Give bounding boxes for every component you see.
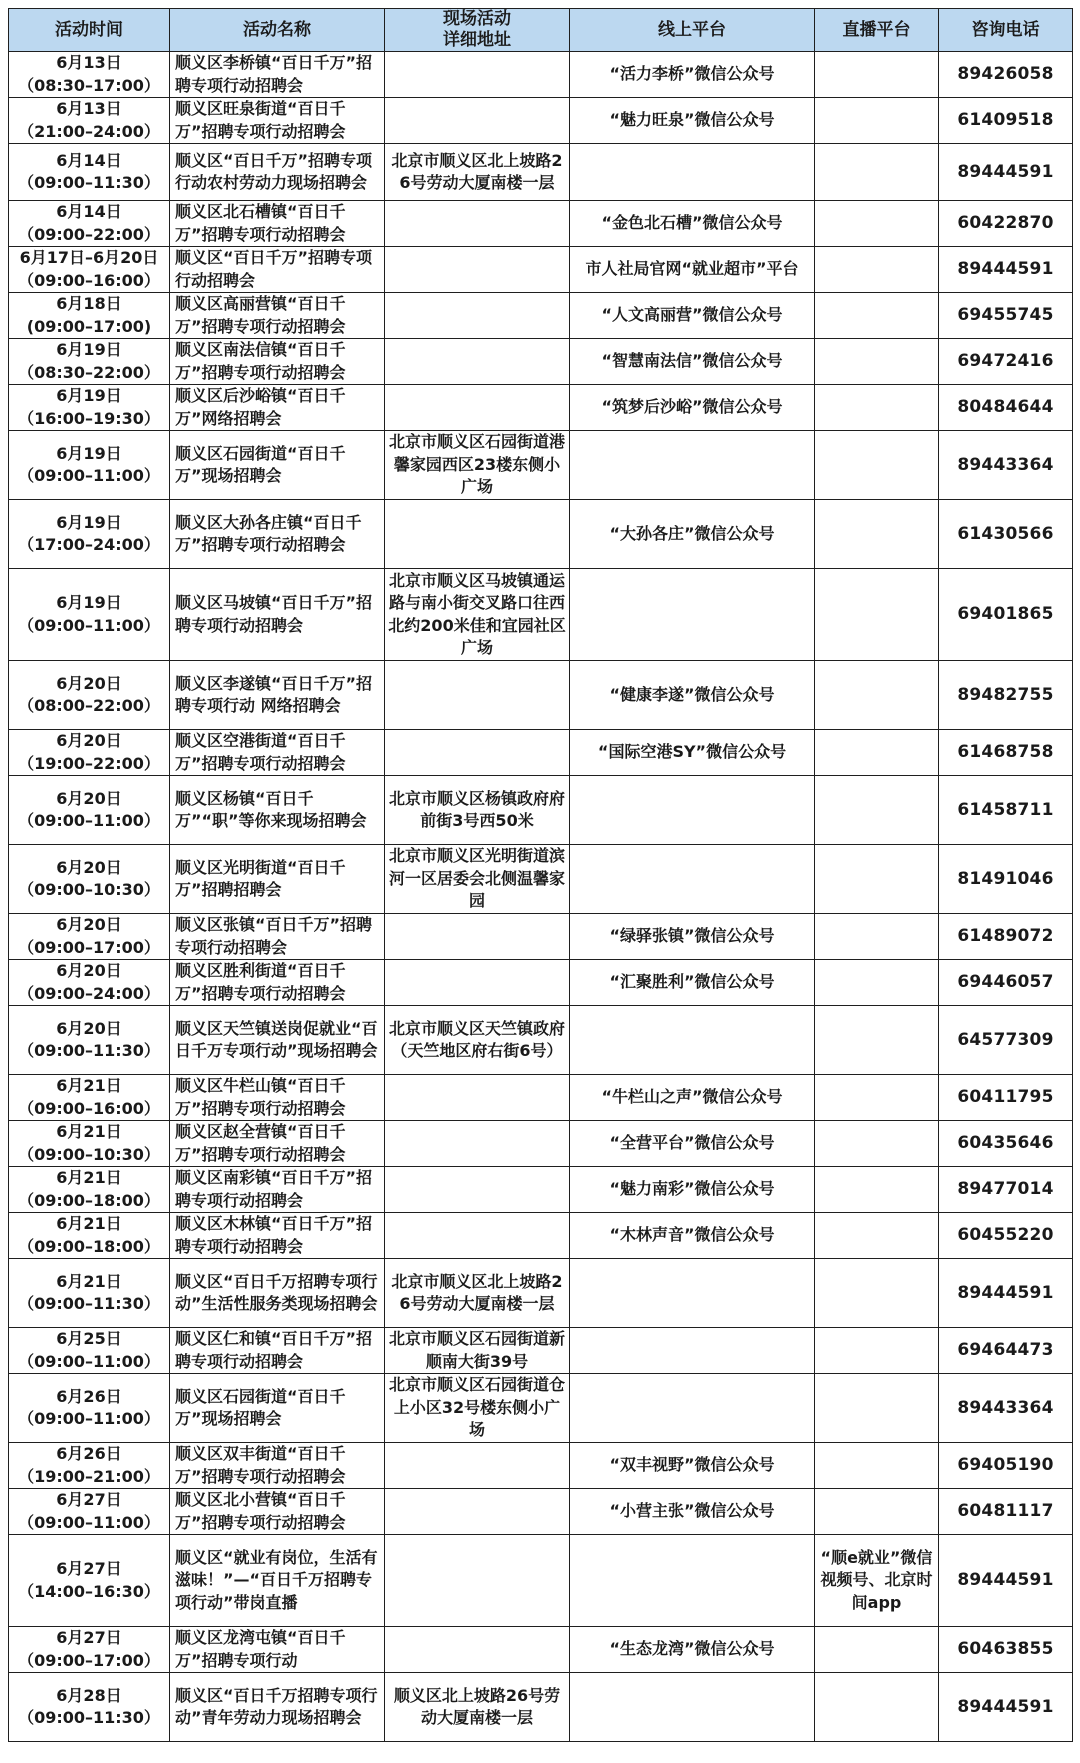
cell-event-name: 顺义区大孙各庄镇“百日千万”招聘专项行动招聘会	[170, 500, 385, 569]
cell-address	[385, 1443, 570, 1489]
event-date: 6月13日	[56, 99, 122, 118]
cell-event-name: 顺义区“百日千万”招聘专项行动农村劳动力现场招聘会	[170, 144, 385, 201]
cell-time	[9, 1489, 170, 1535]
cell-live-platform	[815, 1489, 939, 1535]
cell-phone: 80484644	[939, 385, 1073, 431]
cell-address	[385, 1489, 570, 1535]
cell-time	[9, 431, 170, 500]
table-row	[9, 431, 1073, 500]
event-date: 6月20日	[56, 731, 122, 750]
header-online-platform: 线上平台	[570, 9, 815, 52]
cell-time	[9, 98, 170, 144]
cell-online-platform	[570, 431, 815, 500]
table-row	[9, 98, 1073, 144]
event-hours: （09:00–11:00）	[18, 1351, 160, 1371]
event-date: 6月19日	[56, 512, 122, 532]
cell-time	[9, 1443, 170, 1489]
cell-online-platform: “健康李遂”微信公众号	[570, 661, 815, 730]
event-date: 6月20日	[56, 857, 122, 877]
cell-address: 北京市顺义区光明街道滨河一区居委会北侧温馨家园	[385, 845, 570, 914]
cell-time	[9, 339, 170, 385]
table-row	[9, 1627, 1073, 1673]
event-hours: （08:00–22:00）	[18, 696, 160, 715]
event-hours: （19:00–22:00）	[18, 753, 160, 773]
cell-phone: 69401865	[939, 569, 1073, 661]
cell-online-platform	[570, 776, 815, 845]
cell-live-platform	[815, 960, 939, 1006]
cell-time	[9, 914, 170, 960]
event-hours: （19:00–21:00）	[18, 1466, 160, 1486]
cell-phone: 61430566	[939, 500, 1073, 569]
cell-time	[9, 385, 170, 431]
cell-online-platform	[570, 1673, 815, 1742]
cell-event-name: 顺义区仁和镇“百日千万”招聘专项行动招聘会	[170, 1328, 385, 1374]
event-date: 6月26日	[56, 1444, 122, 1463]
event-date: 6月20日	[56, 961, 122, 980]
header-live-platform: 直播平台	[815, 9, 939, 52]
event-date: 6月14日	[56, 202, 122, 221]
event-date: 6月26日	[56, 1386, 122, 1406]
event-hours: （09:00–10:30）	[18, 1144, 160, 1164]
cell-online-platform: “牛栏山之声”微信公众号	[570, 1075, 815, 1121]
cell-live-platform	[815, 1259, 939, 1328]
cell-phone: 61489072	[939, 914, 1073, 960]
event-hours: （09:00–17:00）	[18, 937, 160, 957]
event-date: 6月27日	[56, 1628, 122, 1647]
cell-phone: 89426058	[939, 52, 1073, 98]
cell-address	[385, 730, 570, 776]
cell-phone: 60481117	[939, 1489, 1073, 1535]
event-hours: （09:00–11:00）	[18, 811, 160, 830]
cell-event-name: 顺义区石园街道“百日千万”现场招聘会	[170, 431, 385, 500]
event-hours: （08:30–17:00）	[18, 75, 160, 95]
cell-address	[385, 1167, 570, 1213]
event-date: 6月17日–6月20日	[19, 248, 159, 267]
cell-phone: 60455220	[939, 1213, 1073, 1259]
cell-address: 北京市顺义区马坡镇通运路与南小街交叉路口往西北约200米佳和宜园社区广场	[385, 569, 570, 661]
cell-address	[385, 52, 570, 98]
table-row	[9, 1374, 1073, 1443]
cell-online-platform	[570, 1328, 815, 1374]
cell-online-platform	[570, 1006, 815, 1075]
cell-event-name: 顺义区赵全营镇“百日千万”招聘专项行动招聘会	[170, 1121, 385, 1167]
cell-phone: 89444591	[939, 1673, 1073, 1742]
event-date: 6月18日	[56, 294, 122, 313]
cell-address: 北京市顺义区北上坡路26号劳动大厦南楼一层	[385, 1259, 570, 1328]
event-hours: （09:00–18:00）	[18, 1236, 160, 1256]
cell-event-name: 顺义区南法信镇“百日千万”招聘专项行动招聘会	[170, 339, 385, 385]
cell-live-platform	[815, 1075, 939, 1121]
event-hours: (09:00–17:00)	[26, 316, 152, 336]
cell-time	[9, 52, 170, 98]
table-row	[9, 385, 1073, 431]
event-date: 6月14日	[56, 150, 122, 170]
event-hours: （09:00–11:00）	[18, 615, 160, 635]
cell-time	[9, 1006, 170, 1075]
cell-online-platform: “国际空港SY”微信公众号	[570, 730, 815, 776]
cell-phone: 89482755	[939, 661, 1073, 730]
schedule-table-wrapper	[8, 8, 1072, 1742]
cell-event-name: 顺义区龙湾屯镇“百日千万”招聘专项行动	[170, 1627, 385, 1673]
cell-time	[9, 293, 170, 339]
event-date: 6月25日	[56, 1329, 122, 1348]
cell-online-platform: “筑梦后沙峪”微信公众号	[570, 385, 815, 431]
cell-time	[9, 201, 170, 247]
cell-address	[385, 1535, 570, 1627]
cell-phone: 69446057	[939, 960, 1073, 1006]
event-date: 6月19日	[56, 443, 122, 463]
cell-address	[385, 914, 570, 960]
cell-time	[9, 1673, 170, 1742]
table-row	[9, 914, 1073, 960]
event-date: 6月27日	[56, 1559, 122, 1578]
cell-address	[385, 1213, 570, 1259]
cell-event-name: 顺义区“百日千万招聘专项行动”生活性服务类现场招聘会	[170, 1259, 385, 1328]
cell-phone: 60435646	[939, 1121, 1073, 1167]
cell-live-platform	[815, 661, 939, 730]
cell-address	[385, 385, 570, 431]
cell-online-platform: “绿驿张镇”微信公众号	[570, 914, 815, 960]
event-hours: （09:00–11:00）	[18, 466, 160, 485]
cell-phone: 89444591	[939, 144, 1073, 201]
cell-live-platform	[815, 1374, 939, 1443]
event-hours: （08:30–22:00）	[18, 362, 160, 382]
cell-live-platform	[815, 201, 939, 247]
cell-time	[9, 776, 170, 845]
cell-event-name: 顺义区“百日千万”招聘专项行动招聘会	[170, 247, 385, 293]
cell-phone: 69405190	[939, 1443, 1073, 1489]
event-date: 6月13日	[56, 53, 122, 72]
table-row	[9, 1328, 1073, 1374]
cell-online-platform: “大孙各庄”微信公众号	[570, 500, 815, 569]
cell-live-platform	[815, 144, 939, 201]
cell-live-platform	[815, 339, 939, 385]
cell-event-name: 顺义区石园街道“百日千万”现场招聘会	[170, 1374, 385, 1443]
table-row	[9, 1259, 1073, 1328]
cell-phone: 61458711	[939, 776, 1073, 845]
cell-online-platform	[570, 1259, 815, 1328]
cell-event-name: 顺义区“百日千万招聘专项行动”青年劳动力现场招聘会	[170, 1673, 385, 1742]
cell-phone: 69472416	[939, 339, 1073, 385]
cell-time	[9, 569, 170, 661]
cell-live-platform	[815, 1627, 939, 1673]
cell-event-name: 顺义区空港街道“百日千万”招聘专项行动招聘会	[170, 730, 385, 776]
cell-phone: 89443364	[939, 1374, 1073, 1443]
table-header	[9, 9, 1073, 52]
cell-live-platform	[815, 431, 939, 500]
cell-event-name: 顺义区马坡镇“百日千万”招聘专项行动招聘会	[170, 569, 385, 661]
cell-live-platform	[815, 1443, 939, 1489]
event-date: 6月21日	[56, 1214, 122, 1233]
cell-time	[9, 1328, 170, 1374]
cell-online-platform: “双丰视野”微信公众号	[570, 1443, 815, 1489]
cell-time	[9, 1213, 170, 1259]
cell-event-name: 顺义区“就业有岗位，生活有滋味！”—“百日千万招聘专项行动”带岗直播	[170, 1535, 385, 1627]
table-row	[9, 776, 1073, 845]
cell-phone: 69455745	[939, 293, 1073, 339]
cell-time	[9, 730, 170, 776]
cell-time	[9, 1259, 170, 1328]
cell-event-name: 顺义区胜利街道“百日千万”招聘专项行动招聘会	[170, 960, 385, 1006]
table-row	[9, 845, 1073, 914]
cell-live-platform	[815, 1167, 939, 1213]
table-row	[9, 1673, 1073, 1742]
cell-address: 北京市顺义区杨镇政府府前街3号西50米	[385, 776, 570, 845]
event-hours: （09:00–11:00）	[18, 1409, 160, 1428]
cell-address	[385, 500, 570, 569]
event-date: 6月19日	[56, 386, 122, 405]
table-row	[9, 144, 1073, 201]
table-row	[9, 500, 1073, 569]
cell-phone: 64577309	[939, 1006, 1073, 1075]
cell-address: 北京市顺义区石园街道仓上小区32号楼东侧小广场	[385, 1374, 570, 1443]
cell-event-name: 顺义区后沙峪镇“百日千万”网络招聘会	[170, 385, 385, 431]
table-row	[9, 1535, 1073, 1627]
event-date: 6月28日	[56, 1685, 122, 1705]
cell-live-platform	[815, 1006, 939, 1075]
cell-live-platform	[815, 52, 939, 98]
cell-phone: 60463855	[939, 1627, 1073, 1673]
event-hours: （09:00–11:30）	[18, 173, 160, 192]
cell-address: 北京市顺义区天竺镇政府（天竺地区府右街6号）	[385, 1006, 570, 1075]
event-date: 6月20日	[56, 915, 122, 934]
cell-time	[9, 1374, 170, 1443]
table-row	[9, 293, 1073, 339]
cell-phone: 89443364	[939, 431, 1073, 500]
cell-live-platform	[815, 914, 939, 960]
event-hours: （14:00–16:30）	[18, 1581, 160, 1601]
cell-live-platform	[815, 776, 939, 845]
cell-live-platform	[815, 247, 939, 293]
cell-event-name: 顺义区高丽营镇“百日千万”招聘专项行动招聘会	[170, 293, 385, 339]
cell-address	[385, 339, 570, 385]
event-hours: （09:00–10:30）	[18, 880, 160, 899]
cell-phone: 69464473	[939, 1328, 1073, 1374]
cell-live-platform	[815, 845, 939, 914]
table-row	[9, 960, 1073, 1006]
table-row	[9, 247, 1073, 293]
event-hours: （09:00–11:00）	[18, 1512, 160, 1532]
cell-live-platform	[815, 1673, 939, 1742]
event-date: 6月21日	[56, 1122, 122, 1141]
table-row	[9, 569, 1073, 661]
cell-address	[385, 1075, 570, 1121]
cell-online-platform: “魅力旺泉”微信公众号	[570, 98, 815, 144]
table-row	[9, 1213, 1073, 1259]
cell-event-name: 顺义区北小营镇“百日千万”招聘专项行动招聘会	[170, 1489, 385, 1535]
cell-phone: 61409518	[939, 98, 1073, 144]
cell-phone: 60422870	[939, 201, 1073, 247]
cell-event-name: 顺义区牛栏山镇“百日千万”招聘专项行动招聘会	[170, 1075, 385, 1121]
cell-time	[9, 247, 170, 293]
event-hours: （09:00–17:00）	[18, 1650, 160, 1670]
event-hours: （09:00–11:30）	[18, 1041, 160, 1060]
cell-address	[385, 293, 570, 339]
cell-phone: 89444591	[939, 247, 1073, 293]
cell-online-platform: “生态龙湾”微信公众号	[570, 1627, 815, 1673]
event-hours: （09:00–16:00）	[18, 1098, 160, 1118]
cell-event-name: 顺义区杨镇“百日千万”“职”等你来现场招聘会	[170, 776, 385, 845]
event-hours: （16:00–19:30）	[18, 408, 160, 428]
header-time: 活动时间	[9, 9, 170, 52]
cell-online-platform: 市人社局官网“就业超市”平台	[570, 247, 815, 293]
event-hours: （09:00–11:30）	[18, 1708, 160, 1727]
event-date: 6月21日	[56, 1168, 122, 1187]
event-date: 6月21日	[56, 1271, 122, 1291]
cell-live-platform	[815, 293, 939, 339]
cell-online-platform: “人文高丽营”微信公众号	[570, 293, 815, 339]
table-row	[9, 201, 1073, 247]
cell-online-platform: “魅力南彩”微信公众号	[570, 1167, 815, 1213]
header-name: 活动名称	[170, 9, 385, 52]
cell-time	[9, 1535, 170, 1627]
cell-address	[385, 661, 570, 730]
cell-phone: 61468758	[939, 730, 1073, 776]
cell-live-platform	[815, 500, 939, 569]
cell-online-platform: “智慧南法信”微信公众号	[570, 339, 815, 385]
cell-live-platform	[815, 1328, 939, 1374]
cell-address	[385, 98, 570, 144]
table-row	[9, 1443, 1073, 1489]
cell-live-platform	[815, 730, 939, 776]
cell-time	[9, 144, 170, 201]
event-date: 6月20日	[56, 1018, 122, 1038]
cell-live-platform: “顺e就业”微信视频号、北京时间app	[815, 1535, 939, 1627]
cell-online-platform	[570, 569, 815, 661]
cell-address	[385, 960, 570, 1006]
cell-phone: 89477014	[939, 1167, 1073, 1213]
event-hours: （17:00–24:00）	[18, 535, 160, 554]
cell-event-name: 顺义区双丰街道“百日千万”招聘专项行动招聘会	[170, 1443, 385, 1489]
cell-time	[9, 661, 170, 730]
header-address: 现场活动 详细地址	[385, 9, 570, 52]
event-hours: （09:00–18:00）	[18, 1190, 160, 1210]
table-row	[9, 1489, 1073, 1535]
cell-live-platform	[815, 98, 939, 144]
event-date: 6月21日	[56, 1076, 122, 1095]
cell-time	[9, 1075, 170, 1121]
event-date: 6月20日	[56, 673, 122, 693]
table-body	[9, 52, 1073, 1742]
cell-time	[9, 1167, 170, 1213]
cell-time	[9, 1627, 170, 1673]
cell-event-name: 顺义区光明街道“百日千万”招聘招聘会	[170, 845, 385, 914]
cell-event-name: 顺义区南彩镇“百日千万”招聘专项行动招聘会	[170, 1167, 385, 1213]
event-hours: （09:00–11:30）	[18, 1294, 160, 1313]
table-row	[9, 661, 1073, 730]
cell-address	[385, 1121, 570, 1167]
cell-address	[385, 1627, 570, 1673]
cell-address: 北京市顺义区石园街道新顺南大街39号	[385, 1328, 570, 1374]
cell-online-platform: “全营平台”微信公众号	[570, 1121, 815, 1167]
cell-online-platform	[570, 144, 815, 201]
job-fair-schedule-table	[8, 8, 1073, 1742]
table-row	[9, 339, 1073, 385]
event-date: 6月27日	[56, 1490, 122, 1509]
cell-time	[9, 845, 170, 914]
event-date: 6月20日	[56, 788, 122, 808]
cell-event-name: 顺义区天竺镇送岗促就业“百日千万专项行动”现场招聘会	[170, 1006, 385, 1075]
cell-event-name: 顺义区李桥镇“百日千万”招聘专项行动招聘会	[170, 52, 385, 98]
event-date: 6月19日	[56, 593, 122, 612]
cell-event-name: 顺义区木林镇“百日千万”招聘专项行动招聘会	[170, 1213, 385, 1259]
cell-time	[9, 960, 170, 1006]
cell-address	[385, 247, 570, 293]
cell-live-platform	[815, 385, 939, 431]
event-hours: （09:00–22:00）	[18, 224, 160, 244]
table-row	[9, 52, 1073, 98]
cell-online-platform: “木林声音”微信公众号	[570, 1213, 815, 1259]
cell-phone: 60411795	[939, 1075, 1073, 1121]
cell-time	[9, 1121, 170, 1167]
cell-online-platform: “小营主张”微信公众号	[570, 1489, 815, 1535]
cell-event-name: 顺义区旺泉街道“百日千万”招聘专项行动招聘会	[170, 98, 385, 144]
cell-address: 北京市顺义区北上坡路26号劳动大厦南楼一层	[385, 144, 570, 201]
cell-address: 北京市顺义区石园街道港馨家园西区23楼东侧小广场	[385, 431, 570, 500]
table-row	[9, 1121, 1073, 1167]
cell-online-platform: “活力李桥”微信公众号	[570, 52, 815, 98]
cell-live-platform	[815, 569, 939, 661]
cell-online-platform: “金色北石槽”微信公众号	[570, 201, 815, 247]
cell-event-name: 顺义区张镇“百日千万”招聘专项行动招聘会	[170, 914, 385, 960]
cell-live-platform	[815, 1213, 939, 1259]
table-row	[9, 1167, 1073, 1213]
cell-time	[9, 500, 170, 569]
cell-address	[385, 201, 570, 247]
cell-online-platform: “汇聚胜利”微信公众号	[570, 960, 815, 1006]
table-row	[9, 1006, 1073, 1075]
cell-event-name: 顺义区北石槽镇“百日千万”招聘专项行动招聘会	[170, 201, 385, 247]
event-hours: （09:00–16:00）	[18, 270, 160, 290]
cell-phone: 89444591	[939, 1259, 1073, 1328]
event-date: 6月19日	[56, 340, 122, 359]
cell-address: 顺义区北上坡路26号劳动大厦南楼一层	[385, 1673, 570, 1742]
table-row	[9, 730, 1073, 776]
table-row	[9, 1075, 1073, 1121]
cell-live-platform	[815, 1121, 939, 1167]
cell-phone: 89444591	[939, 1535, 1073, 1627]
cell-online-platform	[570, 1535, 815, 1627]
event-hours: （09:00–24:00）	[18, 983, 160, 1003]
cell-phone: 81491046	[939, 845, 1073, 914]
cell-event-name: 顺义区李遂镇“百日千万”招聘专项行动 网络招聘会	[170, 661, 385, 730]
cell-online-platform	[570, 1374, 815, 1443]
event-hours: （21:00–24:00）	[18, 121, 160, 141]
header-phone: 咨询电话	[939, 9, 1073, 52]
cell-online-platform	[570, 845, 815, 914]
header-row	[9, 9, 1073, 52]
